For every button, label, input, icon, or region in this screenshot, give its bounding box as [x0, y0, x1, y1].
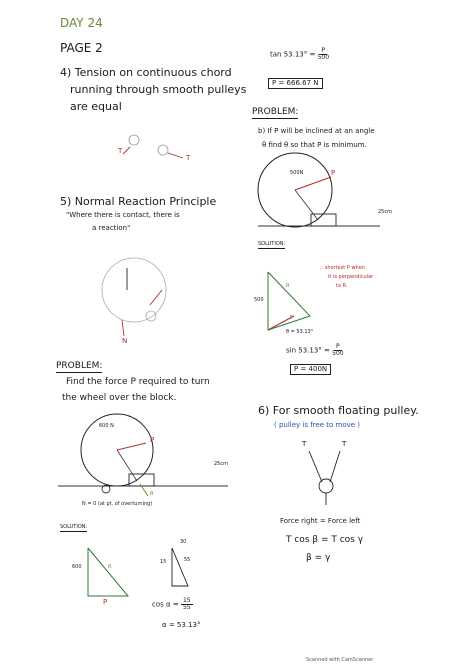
small-tri-left: 15 [160, 559, 167, 565]
weight-label: 600 N [99, 423, 114, 429]
problem2-heading: PROBLEM: [252, 107, 299, 117]
small-tri-hyp: 55 [184, 557, 191, 563]
item5-quote2: a reaction" [92, 224, 131, 232]
page-label: PAGE 2 [60, 41, 103, 55]
note-line3: to R. [336, 283, 348, 289]
alpha-line: α = 53.13° [162, 621, 201, 629]
normal-wheel [102, 258, 166, 322]
tri-r-label-2: R [286, 283, 290, 289]
cos-den: 55 [182, 604, 191, 611]
equation-2: β = γ [306, 553, 331, 563]
force-p-arrow-2 [295, 177, 331, 190]
p-result-2: P = 400N [290, 364, 331, 375]
problem2-line2: θ find θ so that P is minimum. [262, 141, 367, 149]
radius-line-2 [295, 190, 318, 220]
note-line1: ∴ shortest P when [320, 265, 365, 271]
item6-subtitle: ( pulley is free to move ) [274, 421, 361, 429]
tri-p-label-2: P [290, 315, 294, 321]
tan-den: 500 [317, 54, 330, 61]
sin-lhs: sin 53.13° = [286, 346, 330, 355]
tan-lhs: tan 53.13° = [270, 50, 316, 59]
theta-label: θ = 53.13° [286, 329, 314, 335]
tension-label-right: T [186, 154, 191, 162]
problem1-line2: the wheel over the block. [62, 393, 177, 403]
p-label-2: P [331, 169, 336, 177]
weight-label-2: 500N [290, 170, 304, 176]
note-line2: it is perpendicular [328, 274, 374, 280]
pulley-b [158, 145, 168, 155]
force-p-arrow [117, 443, 146, 450]
tri-r-label: R [108, 564, 112, 570]
pulley-a [129, 135, 139, 145]
equation-1: T cos β = T cos γ [286, 535, 364, 545]
force-triangle-2 [268, 272, 310, 330]
tension-arrow-left [123, 147, 130, 154]
item5-quote1: "Where there is contact, there is [66, 211, 180, 219]
pulley-t1: T [302, 440, 307, 448]
reaction-arrow [150, 290, 162, 305]
p-label: P [150, 436, 155, 444]
cos-lhs: cos α = [152, 600, 179, 609]
tan-fraction [318, 48, 329, 61]
tri-side-label: 600 [72, 564, 82, 570]
rope-right [330, 451, 340, 482]
scan-footer: Scanned with CamScanner [306, 657, 374, 663]
tri-side-label-2: 500 [254, 297, 264, 303]
sin-line [286, 344, 344, 357]
radius-line [117, 450, 137, 481]
normal-arrow [122, 320, 124, 336]
tension-label-left: T [118, 147, 123, 155]
sin-fraction [332, 344, 343, 357]
solution-heading: SOLUTION: [60, 524, 88, 530]
item4-line1: 4) Tension on continuous chord [60, 66, 232, 79]
day-label: DAY 24 [60, 16, 103, 30]
floating-pulley [319, 479, 333, 493]
problem1-heading: PROBLEM: [56, 361, 103, 371]
block-label: 25cm [214, 461, 228, 467]
problem1-line1: Find the force P required to turn [66, 377, 210, 387]
force-balance: Force right = Force left [280, 517, 361, 525]
item6-title: 6) For smooth floating pulley. [258, 404, 419, 417]
tension-arrow-right [168, 153, 183, 158]
cos-fraction [181, 598, 193, 611]
sin-den: 500 [332, 350, 344, 357]
cos-line [152, 598, 193, 611]
tan-num: P [321, 47, 326, 54]
item5-title: 5) Normal Reaction Principle [60, 195, 217, 208]
tri-p-label: P [103, 598, 108, 606]
sin-num: P [336, 343, 340, 350]
block-label-2: 25cm [378, 209, 392, 215]
r-label: R [150, 491, 154, 497]
force-triangle [88, 548, 128, 596]
pulley-t2: T [342, 440, 347, 448]
geometry-triangle [172, 548, 191, 586]
p-result: P = 666.67 N [268, 78, 323, 89]
item4-line3: are equal [70, 100, 122, 113]
rope-left [309, 451, 322, 482]
contact-point [146, 311, 156, 321]
normal-label: N [122, 337, 128, 345]
cos-num: 15 [182, 597, 191, 604]
tan-line [270, 48, 329, 61]
problem2-line1: b) If P will be inclined at an angle [258, 127, 375, 135]
item4-line2: running through smooth pulleys [70, 83, 247, 96]
small-tri-top: 30 [180, 539, 187, 545]
n-label: N = 0 (at pt. of overturning) [82, 501, 153, 507]
solution2-heading: SOLUTION: [258, 241, 286, 247]
